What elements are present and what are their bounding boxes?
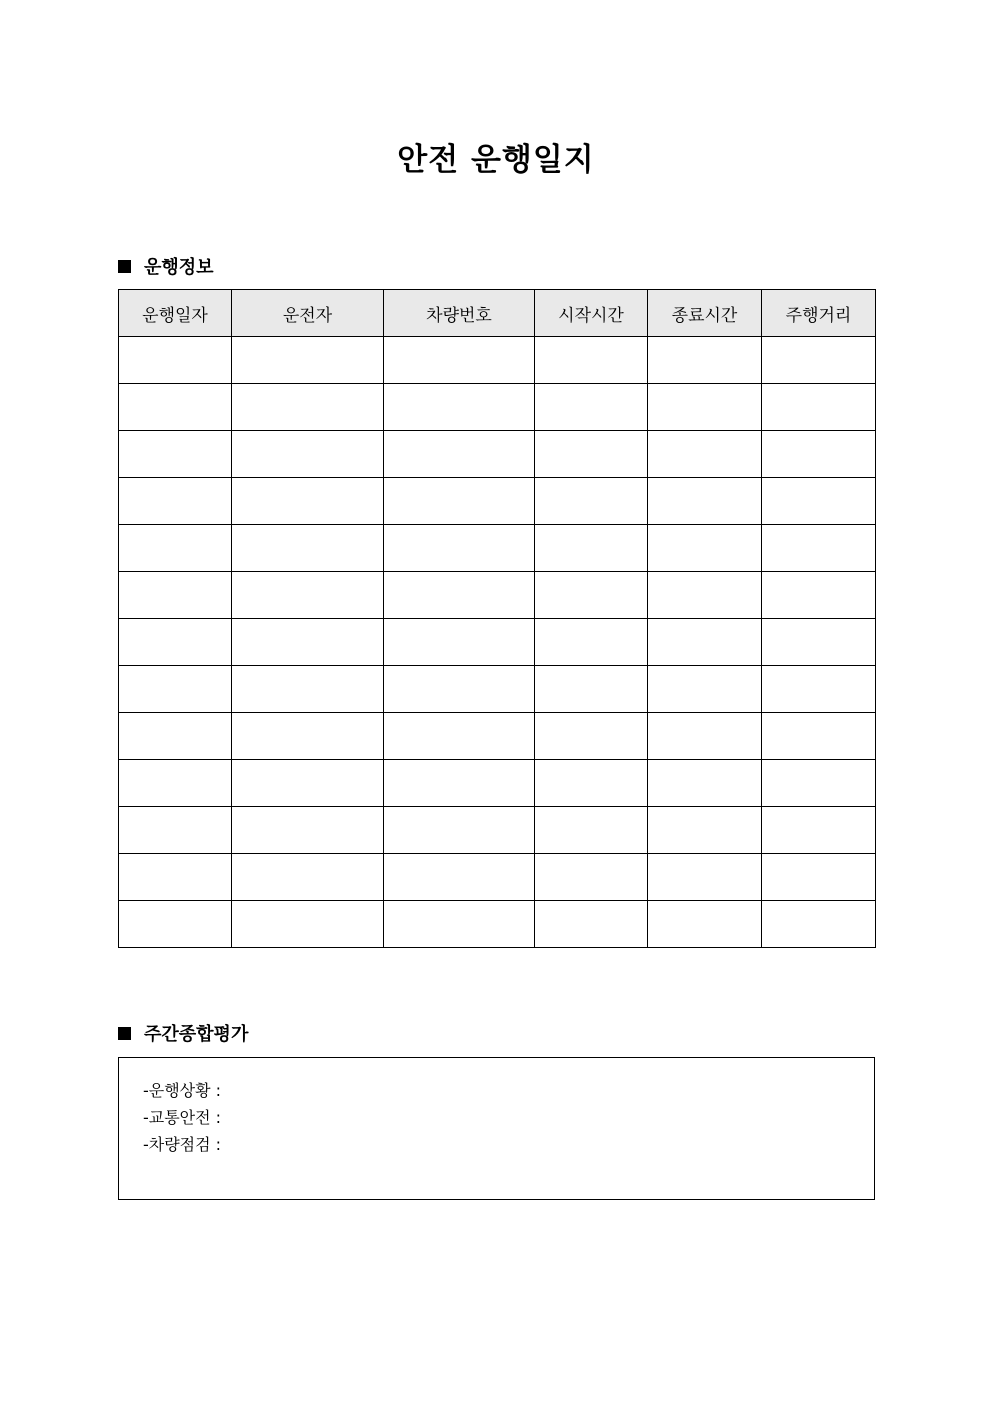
section-heading-driving-info [118,253,214,279]
table-row [119,854,876,901]
table-cell[interactable] [384,431,535,478]
table-cell[interactable] [648,854,762,901]
table-cell[interactable] [232,384,384,431]
table-row [119,901,876,948]
table-cell[interactable] [119,666,232,713]
black-square-icon [118,1027,131,1040]
table-cell[interactable] [535,666,648,713]
table-cell[interactable] [119,760,232,807]
table-row [119,760,876,807]
table-cell[interactable] [762,901,876,948]
table-cell[interactable] [232,854,384,901]
section-heading-label: 주간종합평가 [144,1024,249,1045]
table-cell[interactable] [762,431,876,478]
table-cell[interactable] [232,666,384,713]
table-cell[interactable] [119,807,232,854]
table-row [119,713,876,760]
section-heading-label: 운행정보 [144,257,214,278]
table-row [119,807,876,854]
column-header-distance: 주행거리 [762,290,876,337]
evaluation-line-traffic-safety: -교통안전 : [143,1108,222,1127]
table-cell[interactable] [384,807,535,854]
table-cell[interactable] [232,619,384,666]
table-row [119,431,876,478]
table-cell[interactable] [384,854,535,901]
table-cell[interactable] [384,478,535,525]
table-cell[interactable] [762,666,876,713]
table-cell[interactable] [535,431,648,478]
table-cell[interactable] [232,901,384,948]
table-cell[interactable] [384,713,535,760]
table-cell[interactable] [384,337,535,384]
column-header-start-time: 시작시간 [535,290,648,337]
table-cell[interactable] [119,384,232,431]
table-cell[interactable] [648,337,762,384]
table-cell[interactable] [232,572,384,619]
table-cell[interactable] [535,901,648,948]
table-cell[interactable] [648,760,762,807]
table-cell[interactable] [119,431,232,478]
table-cell[interactable] [762,760,876,807]
table-cell[interactable] [762,525,876,572]
table-row [119,666,876,713]
table-cell[interactable] [119,525,232,572]
table-cell[interactable] [119,572,232,619]
table-cell[interactable] [535,478,648,525]
table-cell[interactable] [648,384,762,431]
table-row [119,525,876,572]
table-row [119,337,876,384]
table-cell[interactable] [762,619,876,666]
table-cell[interactable] [535,713,648,760]
table-cell[interactable] [232,478,384,525]
black-square-icon [118,260,131,273]
table-cell[interactable] [535,337,648,384]
table-cell[interactable] [648,807,762,854]
weekly-evaluation-box [118,1057,875,1200]
table-cell[interactable] [535,760,648,807]
table-cell[interactable] [535,384,648,431]
table-cell[interactable] [232,760,384,807]
driving-log-table [118,289,876,948]
table-cell[interactable] [384,901,535,948]
table-cell[interactable] [384,572,535,619]
table-cell[interactable] [762,572,876,619]
table-cell[interactable] [648,431,762,478]
table-cell[interactable] [232,807,384,854]
evaluation-line-vehicle-inspection: -차량점검 : [143,1135,222,1154]
table-cell[interactable] [384,384,535,431]
table-cell[interactable] [535,807,648,854]
table-cell[interactable] [762,713,876,760]
table-row [119,572,876,619]
table-cell[interactable] [119,478,232,525]
table-cell[interactable] [762,854,876,901]
table-cell[interactable] [648,713,762,760]
table-row [119,619,876,666]
table-cell[interactable] [384,525,535,572]
table-header-row [119,290,876,337]
document-title: 안전 운행일지 [397,142,595,178]
table-cell[interactable] [384,666,535,713]
table-cell[interactable] [648,901,762,948]
table-cell[interactable] [535,572,648,619]
evaluation-line-driving-status: -운행상황 : [143,1081,222,1100]
column-header-vehicle-number: 차량번호 [384,290,535,337]
table-cell[interactable] [648,619,762,666]
column-header-date: 운행일자 [119,290,232,337]
table-cell[interactable] [762,478,876,525]
table-cell[interactable] [119,619,232,666]
table-cell[interactable] [384,760,535,807]
table-cell[interactable] [119,901,232,948]
table-cell[interactable] [119,713,232,760]
table-cell[interactable] [762,337,876,384]
table-cell[interactable] [119,337,232,384]
table-cell[interactable] [762,807,876,854]
table-cell[interactable] [384,619,535,666]
table-cell[interactable] [232,713,384,760]
table-cell[interactable] [535,619,648,666]
table-cell[interactable] [232,337,384,384]
table-cell[interactable] [232,525,384,572]
column-header-driver: 운전자 [232,290,384,337]
table-cell[interactable] [535,854,648,901]
table-row [119,478,876,525]
table-cell[interactable] [762,384,876,431]
table-cell[interactable] [535,525,648,572]
table-cell[interactable] [119,854,232,901]
table-cell[interactable] [648,666,762,713]
table-row [119,384,876,431]
section-heading-weekly-evaluation [118,1020,248,1046]
table-cell[interactable] [232,431,384,478]
column-header-end-time: 종료시간 [648,290,762,337]
table-cell[interactable] [648,525,762,572]
table-cell[interactable] [648,478,762,525]
table-cell[interactable] [648,572,762,619]
